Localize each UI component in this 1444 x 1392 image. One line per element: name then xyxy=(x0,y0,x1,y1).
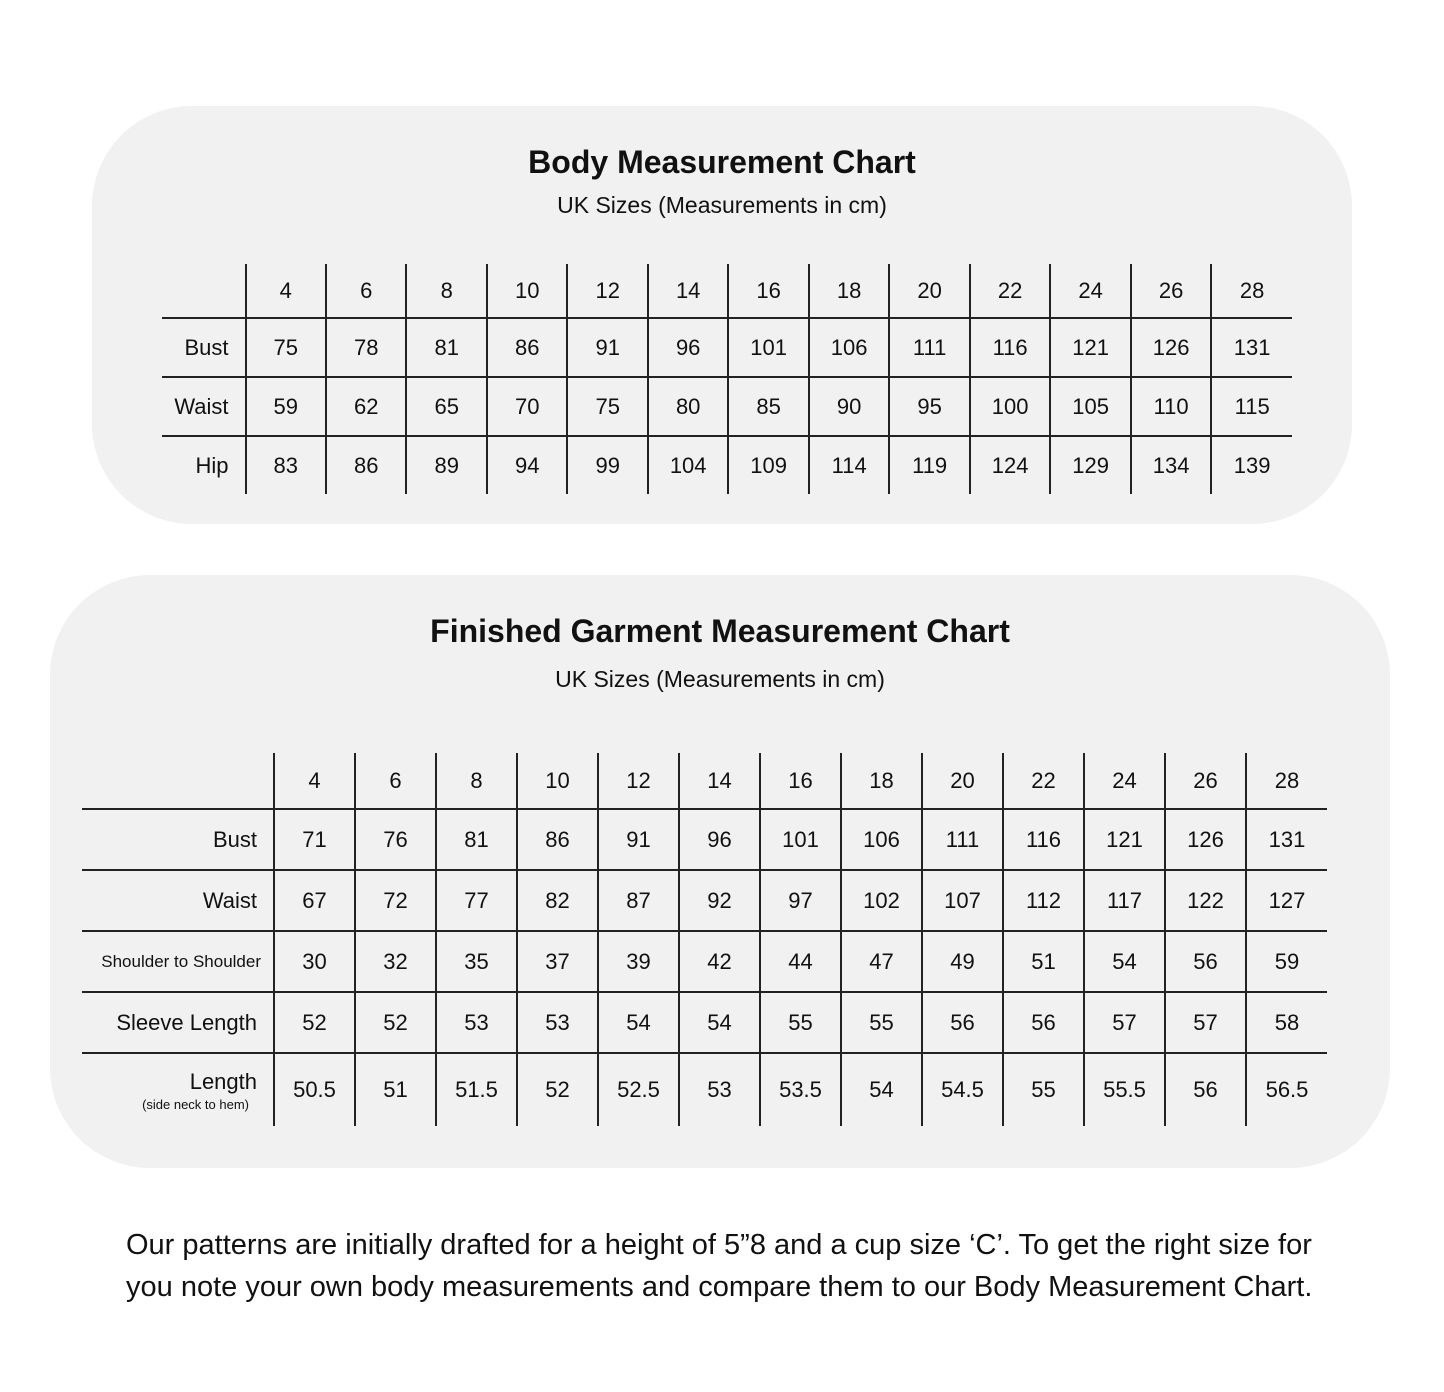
table-row xyxy=(82,931,1327,992)
table-cell: 117 xyxy=(1084,870,1165,931)
sizing-footnote: Our patterns are initially drafted for a height of 5”8 and a cup size ‘C’. To get the right size for you note your own body measurements and compare them to our Body Measurement Chart. xyxy=(126,1229,1313,1303)
table-cell: 101 xyxy=(760,809,841,870)
table-row xyxy=(82,809,1327,870)
table-cell: 94 xyxy=(487,436,567,494)
size-header: 8 xyxy=(406,264,486,318)
table-cell: 91 xyxy=(567,318,647,377)
table-cell: 55.5 xyxy=(1084,1053,1165,1126)
table-cell: 114 xyxy=(809,436,889,494)
size-header: 10 xyxy=(517,753,598,809)
table-cell: 56 xyxy=(1165,931,1246,992)
size-header: 12 xyxy=(598,753,679,809)
table-cell: 107 xyxy=(922,870,1003,931)
body-measurement-panel xyxy=(92,106,1352,524)
table-cell: 122 xyxy=(1165,870,1246,931)
table-cell: 82 xyxy=(517,870,598,931)
table-cell: 86 xyxy=(487,318,567,377)
table-cell: 53 xyxy=(436,992,517,1053)
table-cell: 124 xyxy=(970,436,1050,494)
table-cell: 55 xyxy=(841,992,922,1053)
table-cell: 83 xyxy=(246,436,326,494)
size-header: 26 xyxy=(1165,753,1246,809)
size-header-row xyxy=(162,264,1292,318)
table-cell: 56 xyxy=(1165,1053,1246,1126)
table-cell: 44 xyxy=(760,931,841,992)
size-header: 8 xyxy=(436,753,517,809)
size-header: 22 xyxy=(970,264,1050,318)
table-cell: 30 xyxy=(274,931,355,992)
length-note: (side neck to hem) xyxy=(142,1096,249,1112)
table-cell: 52 xyxy=(355,992,436,1053)
row-label xyxy=(82,1053,274,1126)
size-header: 4 xyxy=(274,753,355,809)
size-header: 10 xyxy=(487,264,567,318)
table-cell: 70 xyxy=(487,377,567,436)
header-corner xyxy=(82,753,274,809)
table-cell: 129 xyxy=(1050,436,1130,494)
size-header: 20 xyxy=(922,753,1003,809)
table-cell: 126 xyxy=(1165,809,1246,870)
size-header: 20 xyxy=(889,264,969,318)
table-cell: 115 xyxy=(1211,377,1292,436)
table-cell: 106 xyxy=(809,318,889,377)
table-cell: 119 xyxy=(889,436,969,494)
table-cell: 81 xyxy=(436,809,517,870)
garment-chart-title: Finished Garment Measurement Chart xyxy=(430,613,1010,649)
table-cell: 37 xyxy=(517,931,598,992)
table-cell: 92 xyxy=(679,870,760,931)
size-header: 28 xyxy=(1246,753,1327,809)
table-cell: 54 xyxy=(598,992,679,1053)
table-cell: 131 xyxy=(1211,318,1292,377)
table-cell: 49 xyxy=(922,931,1003,992)
row-label: Bust xyxy=(82,809,274,870)
size-header: 28 xyxy=(1211,264,1292,318)
row-label: Shoulder to Shoulder xyxy=(82,931,274,992)
table-cell: 55 xyxy=(1003,1053,1084,1126)
table-cell: 111 xyxy=(889,318,969,377)
table-cell: 96 xyxy=(648,318,728,377)
table-cell: 126 xyxy=(1131,318,1211,377)
table-cell: 89 xyxy=(406,436,486,494)
table-cell: 106 xyxy=(841,809,922,870)
table-cell: 85 xyxy=(728,377,808,436)
table-cell: 52.5 xyxy=(598,1053,679,1126)
table-cell: 51 xyxy=(355,1053,436,1126)
table-row xyxy=(162,377,1292,436)
table-cell: 110 xyxy=(1131,377,1211,436)
table-cell: 54 xyxy=(1084,931,1165,992)
table-cell: 55 xyxy=(760,992,841,1053)
table-cell: 105 xyxy=(1050,377,1130,436)
table-cell: 78 xyxy=(326,318,406,377)
garment-chart-subtitle: UK Sizes (Measurements in cm) xyxy=(555,666,885,692)
table-cell: 91 xyxy=(598,809,679,870)
size-header: 6 xyxy=(355,753,436,809)
table-cell: 75 xyxy=(246,318,326,377)
table-cell: 50.5 xyxy=(274,1053,355,1126)
table-cell: 53 xyxy=(517,992,598,1053)
table-row xyxy=(82,1053,1327,1126)
table-cell: 52 xyxy=(274,992,355,1053)
table-cell: 101 xyxy=(728,318,808,377)
table-cell: 75 xyxy=(567,377,647,436)
table-cell: 127 xyxy=(1246,870,1327,931)
table-cell: 87 xyxy=(598,870,679,931)
table-cell: 72 xyxy=(355,870,436,931)
table-cell: 97 xyxy=(760,870,841,931)
table-cell: 102 xyxy=(841,870,922,931)
table-cell: 54 xyxy=(679,992,760,1053)
size-header: 24 xyxy=(1050,264,1130,318)
table-cell: 80 xyxy=(648,377,728,436)
table-cell: 56 xyxy=(1003,992,1084,1053)
header-corner xyxy=(162,264,246,318)
table-cell: 39 xyxy=(598,931,679,992)
table-cell: 139 xyxy=(1211,436,1292,494)
row-label: Waist xyxy=(82,870,274,931)
table-cell: 56.5 xyxy=(1246,1053,1327,1126)
table-cell: 100 xyxy=(970,377,1050,436)
table-cell: 95 xyxy=(889,377,969,436)
table-cell: 121 xyxy=(1050,318,1130,377)
table-cell: 47 xyxy=(841,931,922,992)
table-cell: 59 xyxy=(1246,931,1327,992)
table-row xyxy=(162,436,1292,494)
table-cell: 32 xyxy=(355,931,436,992)
table-cell: 134 xyxy=(1131,436,1211,494)
table-cell: 56 xyxy=(922,992,1003,1053)
size-header: 16 xyxy=(760,753,841,809)
table-row xyxy=(162,318,1292,377)
table-cell: 59 xyxy=(246,377,326,436)
size-header: 26 xyxy=(1131,264,1211,318)
table-cell: 96 xyxy=(679,809,760,870)
size-header-row xyxy=(82,753,1327,809)
table-cell: 99 xyxy=(567,436,647,494)
table-cell: 62 xyxy=(326,377,406,436)
size-header: 16 xyxy=(728,264,808,318)
garment-measurement-table xyxy=(82,753,1327,1126)
table-cell: 51.5 xyxy=(436,1053,517,1126)
table-cell: 52 xyxy=(517,1053,598,1126)
size-header: 4 xyxy=(246,264,326,318)
table-cell: 76 xyxy=(355,809,436,870)
table-cell: 86 xyxy=(517,809,598,870)
row-label: Waist xyxy=(162,377,246,436)
table-row xyxy=(82,870,1327,931)
table-cell: 57 xyxy=(1165,992,1246,1053)
length-label: Length xyxy=(189,1068,257,1094)
body-chart-title: Body Measurement Chart xyxy=(528,144,916,180)
table-cell: 58 xyxy=(1246,992,1327,1053)
size-header: 22 xyxy=(1003,753,1084,809)
row-label: Sleeve Length xyxy=(82,992,274,1053)
table-cell: 77 xyxy=(436,870,517,931)
table-cell: 121 xyxy=(1084,809,1165,870)
size-header: 12 xyxy=(567,264,647,318)
table-cell: 65 xyxy=(406,377,486,436)
table-cell: 35 xyxy=(436,931,517,992)
table-cell: 81 xyxy=(406,318,486,377)
table-cell: 57 xyxy=(1084,992,1165,1053)
size-header: 6 xyxy=(326,264,406,318)
table-cell: 111 xyxy=(922,809,1003,870)
table-cell: 116 xyxy=(970,318,1050,377)
table-cell: 53.5 xyxy=(760,1053,841,1126)
table-cell: 42 xyxy=(679,931,760,992)
table-cell: 104 xyxy=(648,436,728,494)
garment-measurement-panel xyxy=(50,575,1390,1168)
table-cell: 116 xyxy=(1003,809,1084,870)
body-measurement-table xyxy=(162,264,1292,494)
size-header: 18 xyxy=(809,264,889,318)
row-label: Hip xyxy=(162,436,246,494)
table-cell: 54 xyxy=(841,1053,922,1126)
table-cell: 51 xyxy=(1003,931,1084,992)
table-cell: 53 xyxy=(679,1053,760,1126)
size-header: 14 xyxy=(679,753,760,809)
table-cell: 109 xyxy=(728,436,808,494)
size-header: 14 xyxy=(648,264,728,318)
table-cell: 131 xyxy=(1246,809,1327,870)
table-cell: 54.5 xyxy=(922,1053,1003,1126)
row-label: Bust xyxy=(162,318,246,377)
size-header: 24 xyxy=(1084,753,1165,809)
table-cell: 71 xyxy=(274,809,355,870)
body-chart-subtitle: UK Sizes (Measurements in cm) xyxy=(557,192,887,218)
table-cell: 112 xyxy=(1003,870,1084,931)
table-cell: 86 xyxy=(326,436,406,494)
table-cell: 67 xyxy=(274,870,355,931)
table-row xyxy=(82,992,1327,1053)
table-cell: 90 xyxy=(809,377,889,436)
size-header: 18 xyxy=(841,753,922,809)
